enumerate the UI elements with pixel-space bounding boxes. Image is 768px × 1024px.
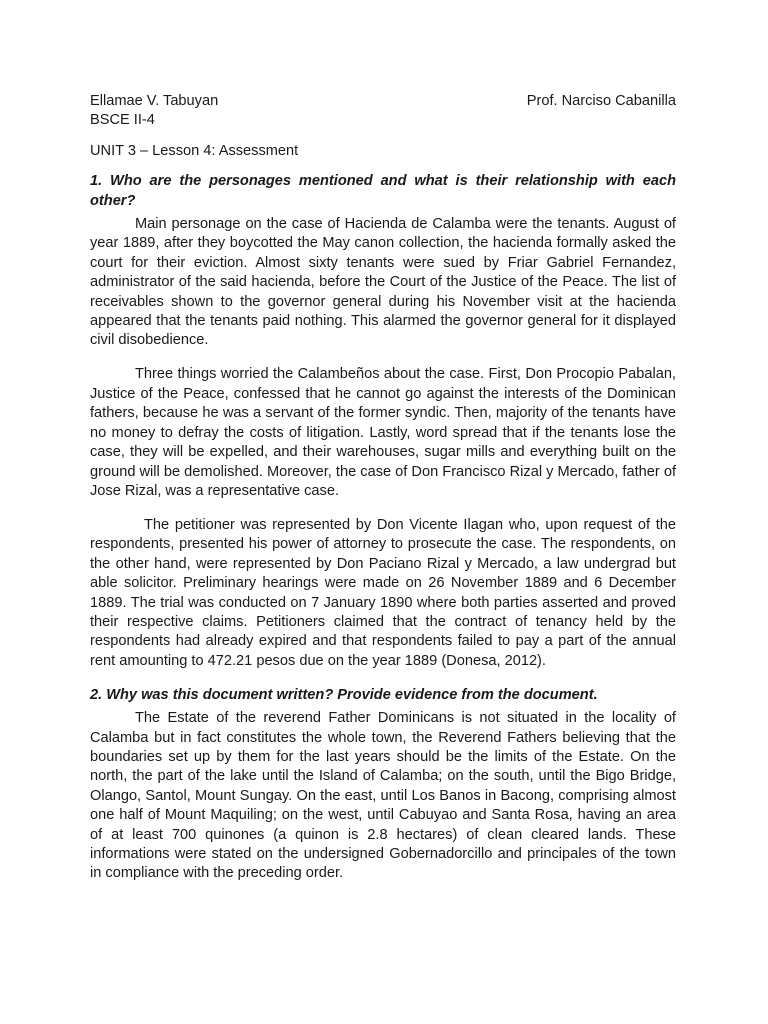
question-2: 2. Why was this document written? Provide evidence from the document. [90, 686, 598, 703]
professor-name: Prof. Narciso Cabanilla [526, 93, 676, 109]
answer-1-paragraph-3: The petitioner was represented by Don Vicente Ilagan who, upon request of the respondents, presented his power of attorney to prosecute the case. The respondents, on the other hand, were represented by Don Paciano Rizal y Mercado, a law undergrad but able solicitor. Preliminary hearings were made on 26 November 1889 and 6 December 1889. The trial was conducted on 7 January 1890 where both parties asserted and proved their respective claims. Petitioners claimed that the contract of tenancy held by the respondents had already expired and that respondents failed to pay a part of the annual rent amounting to 472.21 pesos due on the year 1889 (Donesa, 2012). [90, 516, 676, 669]
student-name: Ellamae V. Tabuyan [90, 93, 219, 109]
answer-1-paragraph-1: Main personage on the case of Hacienda de Calamba were the tenants. August of year 1889, after they boycotted the May canon collection, the hacienda formally asked the court for their eviction. Almost sixty tenants were sued by Friar Gabriel Fernandez, administrator of the said hacienda, before the Court of the Justice of the Peace. The list of receivables shown to the governor general during his November visit at the hacienda appeared that the tenants paid nothing. This alarmed the governor general for it displayed civil disobedience. [90, 216, 676, 349]
answer-2-paragraph-1: The Estate of the reverend Father Dominicans is not situated in the locality of Calamba but in fact constitutes the whole town, the Reverend Fathers believing that the boundaries set up by them for the last years should be the limits of the Estate. On the north, the part of the lake until the Island of Calamba; on the south, until the Bigo Bridge, Olango, Santol, Mount Sungay. On the east, until Los Banos in Bacong, comprising almost one half of Mount Maquiling; on the west, until Cabuyao and Santa Rosa, having an area of at least 700 quinones (a quinon is 2.8 hectares) of clean cleared lands. These informations were stated on the undersigned Gobernadorcillo and principales of the town in compliance with the preceding order. [90, 710, 676, 882]
header-row [90, 92, 676, 111]
document-page [90, 92, 676, 898]
student-section: BSCE II-4 [90, 112, 155, 129]
answer-1-paragraph-2: Three things worried the Calambeños about the case. First, Don Procopio Pabalan, Justice of the Peace, confessed that he cannot go against the interests of the Dominican fathers, because he was a servant of the former syndic. Then, majority of the tenants have no money to defray the costs of litigation. Lastly, word spread that if the tenants lose the case, they will be expelled, and their warehouses, sugar mills and everything built on the ground will be demolished. Moreover, the case of Don Francisco Rizal y Mercado, father of Jose Rizal, was a representative case. [90, 366, 676, 499]
unit-title: UNIT 3 – Lesson 4: Assessment [90, 142, 299, 159]
question-1: 1. Who are the personages mentioned and what is their relationship with each other? [90, 173, 676, 209]
